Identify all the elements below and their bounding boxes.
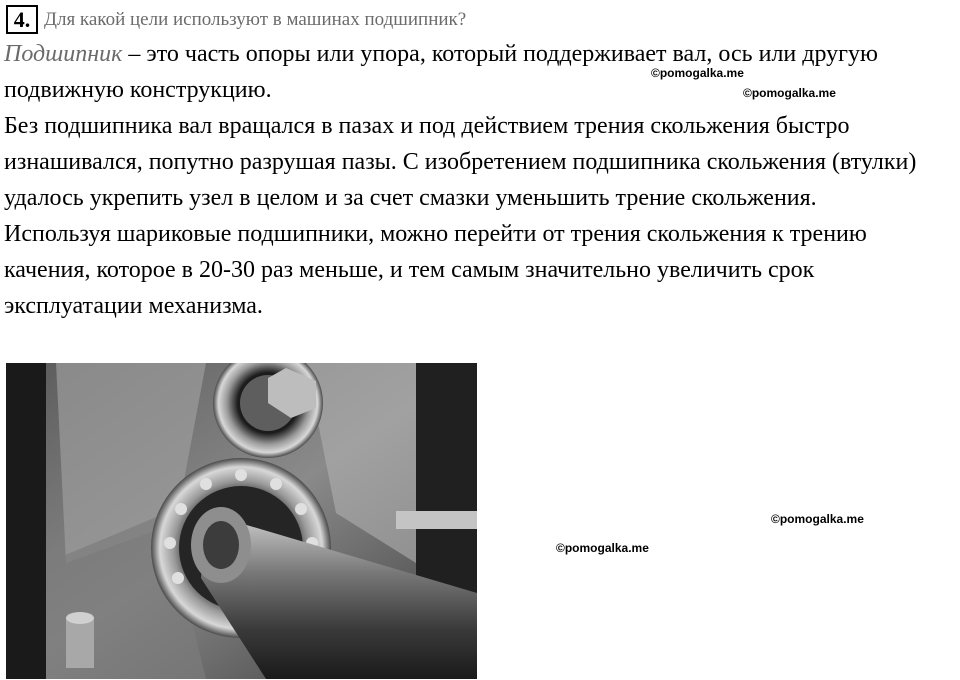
task-header — [6, 5, 466, 34]
paragraph-sliding: Без подшипника вал вращался в пазах и под действием трения скольжения быстро изнашивался, попутно разрушая пазы. С изобретением подшипника скольжения (втулки) удалось укрепить узел в целом и за счет смазки уменьшить трение скольжения. — [4, 113, 917, 211]
task-number: 4. — [6, 5, 38, 34]
ball-bearing-photo — [6, 363, 477, 679]
paragraph-rolling: Используя шариковые подшипники, можно перейти от трения скольжения к трению качения, которое в 20-30 раз меньше, и тем самым значительно увеличить срок эксплуатации механизма. — [4, 221, 867, 319]
watermark: ©pomogalka.me — [743, 86, 836, 100]
answer-text — [4, 36, 956, 324]
watermark: ©pomogalka.me — [556, 541, 649, 555]
definition-text: – это часть опоры или упора, который поддерживает вал, ось или другую подвижную конструкцию. — [4, 41, 878, 103]
watermark: ©pomogalka.me — [651, 66, 744, 80]
watermark: ©pomogalka.me — [771, 512, 864, 526]
term-bearing: Подшипник — [4, 41, 123, 67]
task-question: Для какой цели используют в машинах подшипник? — [44, 8, 467, 30]
